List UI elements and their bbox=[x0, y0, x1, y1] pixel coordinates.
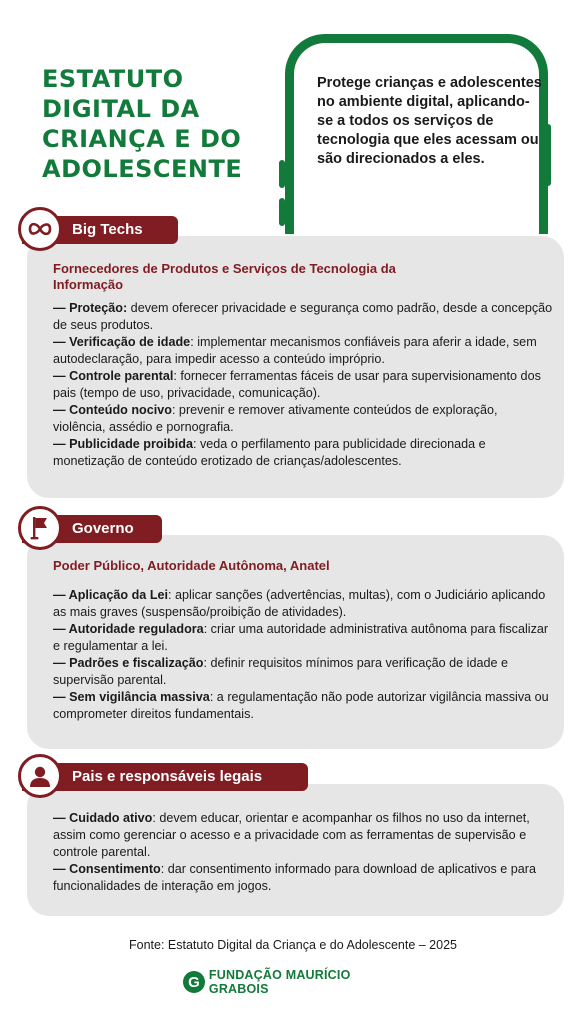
meta-infinity-icon bbox=[18, 207, 62, 251]
footer-logo bbox=[183, 970, 413, 994]
list-item bbox=[53, 587, 553, 621]
item-label: — Autoridade reguladora bbox=[53, 622, 204, 636]
item-label: — Sem vigilância massiva bbox=[53, 690, 210, 704]
item-label: — Controle parental bbox=[53, 369, 174, 383]
item-label: — Padrões e fiscalização bbox=[53, 656, 204, 670]
page-title bbox=[42, 64, 272, 184]
phone-side-button bbox=[279, 198, 285, 226]
list-item bbox=[53, 402, 553, 436]
title-line: ADOLESCENTE bbox=[42, 155, 243, 183]
item-label: — Cuidado ativo bbox=[53, 811, 153, 825]
item-label: — Aplicação da Lei bbox=[53, 588, 169, 602]
list-item bbox=[53, 621, 553, 655]
list-item bbox=[53, 368, 553, 402]
item-text: : aplicar sanções (advertências, multas), com o Judiciário aplicando as mais graves (suspensão/proibição de atividades). bbox=[53, 588, 546, 619]
item-label: — Publicidade proibida bbox=[53, 437, 193, 451]
item-text: : dar consentimento informado para download de aplicativos e para funcionalidades de interação em jogos. bbox=[53, 862, 536, 893]
item-text: : veda o perfilamento para publicidade direcionada e monetização de conteúdo erotizado de crianças/adolescentes. bbox=[53, 437, 486, 468]
list-item bbox=[53, 655, 553, 689]
section-tag-governo: Governo bbox=[22, 515, 162, 543]
logo-brand-b: GRABOIS bbox=[208, 982, 269, 996]
title-line: ESTATUTO bbox=[42, 65, 184, 93]
phone-side-button bbox=[545, 124, 551, 186]
item-label: — Consentimento bbox=[53, 862, 161, 876]
item-text: : implementar mecanismos confiáveis para aferir a idade, sem autodeclaração, para impedir acesso a conteúdo impróprio. bbox=[53, 335, 537, 366]
item-text: : definir requisitos mínimos para verificação de idade e supervisão parental. bbox=[53, 656, 509, 687]
flag-icon bbox=[18, 506, 62, 550]
logo-text bbox=[209, 968, 413, 996]
item-text: : prevenir e remover ativamente conteúdos de exploração, violência, assédio e pornografia. bbox=[53, 403, 498, 434]
logo-mark-icon: G bbox=[183, 971, 205, 993]
title-line: CRIANÇA E DO bbox=[42, 125, 242, 153]
logo-brand-a: FUNDAÇÃO MAURÍCIO bbox=[208, 968, 351, 982]
item-label: — Proteção: bbox=[53, 301, 128, 315]
list-item bbox=[53, 689, 553, 723]
item-text: : a regulamentação não pode autorizar vigilância massiva ou comprometer direitos fundamentais. bbox=[53, 690, 549, 721]
item-label: — Verificação de idade bbox=[53, 335, 191, 349]
section-items bbox=[53, 810, 553, 895]
intro-text: Protege crianças e adolescentes no ambiente digital, aplicando-se a todos os serviços de tecnologia que eles acessam ou são direcionados a eles. bbox=[317, 75, 542, 167]
item-text: : devem educar, orientar e acompanhar os filhos no uso da internet, assim como gerenciar o acesso e a privacidade com as ferramentas de supervisão e controle parental. bbox=[53, 811, 530, 859]
item-text: : criar uma autoridade administrativa autônoma para fiscalizar e regulamentar a lei. bbox=[53, 622, 549, 653]
source-note: Fonte: Estatuto Digital da Criança e do Adolescente – 2025 bbox=[129, 938, 457, 952]
section-items bbox=[53, 587, 553, 723]
list-item bbox=[53, 300, 553, 334]
item-label: — Conteúdo nocivo bbox=[53, 403, 172, 417]
item-text: : fornecer ferramentas fáceis de usar para supervisionamento dos pais (tempo de uso, privacidade, comunicação). bbox=[53, 369, 541, 400]
person-icon bbox=[18, 754, 62, 798]
phone-side-button bbox=[279, 160, 285, 188]
list-item bbox=[53, 436, 553, 470]
list-item bbox=[53, 810, 553, 861]
item-text: devem oferecer privacidade e segurança como padrão, desde a concepção de seus produtos. bbox=[53, 301, 553, 332]
list-item bbox=[53, 861, 553, 895]
title-line: DIGITAL DA bbox=[42, 95, 200, 123]
section-tag-pais: Pais e responsáveis legais bbox=[22, 763, 308, 791]
section-subhead: Poder Público, Autoridade Autônoma, Anatel bbox=[53, 558, 330, 573]
section-subhead: Fornecedores de Produtos e Serviços de Tecnologia da Informação bbox=[53, 261, 396, 292]
section-items bbox=[53, 300, 553, 470]
list-item bbox=[53, 334, 553, 368]
section-tag-big-techs: Big Techs bbox=[22, 216, 178, 244]
